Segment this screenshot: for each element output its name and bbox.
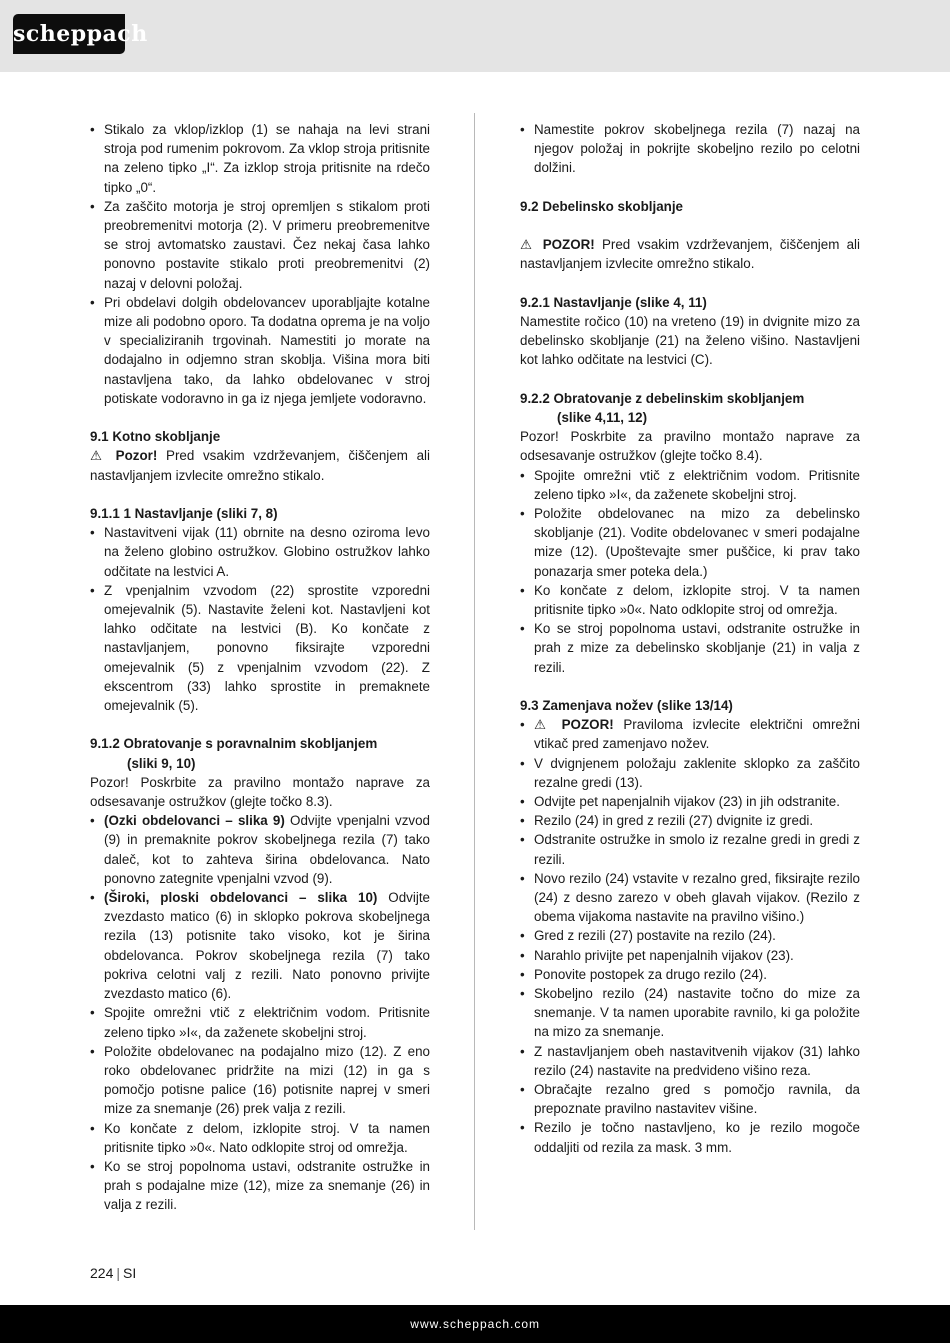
list-item: • Z vpenjalnim vzvodom (22) sprostite vzporedni omejevalnik (5). Nastavite želeni kot. Nastavljeni kot lahko odčitate na lestvici (B). Ko končate z nastavljanjem, ponovno fiksirajte vzporedni omejevalnik (5) z vpenjalnim vzvodom (22). Z ekscentrom (33) lahko sprostite in premaknete omejevalnik (5). [90, 581, 430, 715]
section-heading-9-2-2-figures: (slike 4,11, 12) [557, 409, 648, 425]
list-item: • Ko končate z delom, izklopite stroj. V ta namen pritisnite tipko »0«. Nato odklopite stroj od omrežja. [520, 581, 860, 619]
list-item: • Položite obdelovanec na mizo za debelinsko skobljanje (21). Vodite obdelovanec v smeri podajalne mize (12). (Upoštevajte smer puščice, ki prav tako ponazarja smer poteka dela.) [520, 504, 860, 581]
page-number-area [90, 1265, 136, 1281]
section-heading-9-3: 9.3 Zamenjava nožev (slike 13/14) [520, 698, 733, 714]
list-item: • (Široki, ploski obdelovanci – slika 10) Odvijte zvezdasto matico (6) in sklopko pokrova skobeljnega rezila (13) potisnite tako visoko, kot je širina obdelovanca. Pokrov skobeljnega rezila (7) tako pokriva celotni valj z rezili. Nato ponovno privijte zvezdasto matico (6). [90, 888, 430, 1003]
column-divider [474, 113, 475, 1230]
warning-text: Pred vsakim vzdrževanjem, čiščenjem ali nastavljanjem izvlecite omrežno stikalo. [90, 448, 430, 483]
section-heading-9-1: 9.1 Kotno skobljanje [90, 429, 221, 445]
warning-label: POZOR! [542, 237, 595, 253]
setup-list [90, 523, 430, 715]
page-separator: | [116, 1265, 120, 1281]
warning-icon: ⚠ [534, 717, 552, 733]
top-list [520, 120, 860, 178]
warning-note [520, 235, 860, 273]
right-column [520, 120, 860, 1157]
language-code: SI [123, 1265, 137, 1281]
list-item: • Ko končate z delom, izklopite stroj. V ta namen pritisnite tipko »0«. Nato odklopite stroj od omrežja. [90, 1119, 430, 1157]
list-item: • Pri obdelavi dolgih obdelovancev uporabljajte kotalne mize ali podobno oporo. Ta dodatna oprema je na voljo v specializiranih trgovinah. Namestiti jo morate na dodajalno in odjemno stran skoblja. Višina mora biti nastavljena tako, da lahko obdelovanec v stroj potiskate vodoravno in ga iz njega jemljete vodoravno. [90, 293, 430, 408]
list-item: • Namestite pokrov skobeljnega rezila (7) nazaj na njegov položaj in pokrijte skobeljno rezilo po celotni dolžini. [520, 120, 860, 178]
warning-note [90, 446, 430, 484]
list-item: • Spojite omrežni vtič z električnim vodom. Pritisnite zeleno tipko »I«, da zaženete skobeljni stroj. [520, 466, 860, 504]
list-item: • Odstranite ostružke in smolo iz rezalne gredi in gredi z rezili. [520, 830, 860, 868]
list-item: • Položite obdelovanec na podajalno mizo (12). Z eno roko obdelovanec pridržite na mizi (12) in ga s pomočjo potisne palice (16) potisnite naprej v smeri mize za snemanje (26) prek valja z rezili. [90, 1042, 430, 1119]
knife-change-list [520, 715, 860, 1157]
list-item: • Stikalo za vklop/izklop (1) se nahaja na levi strani stroja pod rumenim pokrovom. Za vklop stroja pritisnite na zeleno tipko „I“. Za izklop stroja pritisnite na rdečo tipko „0“. [90, 120, 430, 197]
list-item: • Z nastavljanjem obeh nastavitvenih vijakov (31) lahko rezilo (24) nastavite na predvideno višino reza. [520, 1042, 860, 1080]
footer-band [0, 1305, 950, 1343]
list-item [520, 715, 860, 753]
list-item: • V dvignjenem položaju zaklenite sklopko za zaščito rezalne gredi (13). [520, 754, 860, 792]
section-heading-9-2-2: 9.2.2 Obratovanje z debelinskim skobljanjem [520, 390, 805, 406]
warning-label: Pozor! [115, 448, 158, 464]
operation-list [90, 811, 430, 1214]
list-item: • Novo rezilo (24) vstavite v rezalno gred, fiksirajte rezilo (24) z desno zarezo v obeh glavah vijakov. (Rezilo z obema vijakoma nastavite na pravilno višino.) [520, 869, 860, 927]
header-band [0, 0, 950, 72]
section-heading-9-1-1: 9.1.1 1 Nastavljanje (sliki 7, 8) [90, 506, 278, 522]
warning-label: POZOR! [561, 717, 614, 733]
warning-icon: ⚠ [520, 237, 536, 253]
scheppach-logo: scheppach [13, 14, 125, 54]
intro-list [90, 120, 430, 408]
list-item: • Skobeljno rezilo (24) nastavite točno do mize za snemanje. V ta namen uporabite ravnilo, ki ga položite na mizo za snemanje. [520, 984, 860, 1042]
list-item: • Ponovite postopek za drugo rezilo (24). [520, 965, 860, 984]
thickness-list [520, 466, 860, 677]
list-item: • Ko se stroj popolnoma ustavi, odstranite ostružke in prah z mize za debelinsko skobljanje (21) in valja z rezili. [520, 619, 860, 677]
section-heading-9-1-2: 9.1.2 Obratovanje s poravnalnim skobljanjem [90, 736, 378, 752]
list-item: • Obračajte rezalno gred s pomočjo ravnila, da prepoznate pravilno nastavitev višine. [520, 1080, 860, 1118]
list-item: • Rezilo (24) in gred z rezili (27) dvignite iz gredi. [520, 811, 860, 830]
intro-paragraph: Pozor! Poskrbite za pravilno montažo naprave za odsesavanje ostružkov (glejte točko 8.3). [90, 774, 430, 810]
page-number: 224 [90, 1265, 114, 1281]
list-item: • Gred z rezili (27) postavite na rezilo (24). [520, 926, 860, 945]
list-item: • Nastavitveni vijak (11) obrnite na desno oziroma levo na želeno globino ostružkov. Globino ostružkov lahko odčitate na lestvici A. [90, 523, 430, 581]
warning-text: Pred vsakim vzdrževanjem, čiščenjem ali nastavljanjem izvlecite omrežno stikalo. [520, 237, 860, 272]
list-item: • Za zaščito motorja je stroj opremljen s stikalom proti preobremenitvi motorja (2). V primeru preobremenitve se stroj avtomatsko zaustavi. Čez nekaj časa lahko ponovno postavite stikalo proti preobremenitvi (2) nazaj v delovni položaj. [90, 197, 430, 293]
section-heading-9-2-1: 9.2.1 Nastavljanje (slike 4, 11) [520, 294, 707, 310]
left-column [90, 120, 430, 1215]
website-url: www.scheppach.com [410, 1317, 540, 1331]
warning-text: Praviloma izvlecite električni omrežni vtikač pred zamenjavo nožev. [534, 717, 860, 752]
list-item: • Ko se stroj popolnoma ustavi, odstranite ostružke in prah s podajalne mize (12), mize za snemanje (26) in valja z rezili. [90, 1157, 430, 1215]
list-item: • Spojite omrežni vtič z električnim vodom. Pritisnite zeleno tipko »I«, da zaženete skobeljni stroj. [90, 1003, 430, 1041]
section-heading-9-1-2-figures: (sliki 9, 10) [127, 755, 196, 771]
list-item: • Odvijte pet napenjalnih vijakov (23) in jih odstranite. [520, 792, 860, 811]
warning-icon: ⚠ [90, 448, 107, 464]
list-item: • Narahlo privijte pet napenjalnih vijakov (23). [520, 946, 860, 965]
setup-paragraph: Namestite ročico (10) na vreteno (19) in dvignite mizo za debelinsko skobljanje (21) na želeno višino. Nastavljeni kot lahko odčitate na lestvici (C). [520, 313, 860, 368]
section-heading-9-2: 9.2 Debelinsko skobljanje [520, 198, 683, 214]
list-item: • Rezilo je točno nastavljeno, ko je rezilo mogoče oddaljiti od rezila za mask. 3 mm. [520, 1118, 860, 1156]
intro-paragraph: Pozor! Poskrbite za pravilno montažo naprave za odsesavanje ostružkov (glejte točko 8.4). [520, 429, 860, 464]
list-item: • (Ozki obdelovanci – slika 9) Odvijte vpenjalni vzvod (9) in premaknite pokrov skobeljnega rezila (7) tako daleč, kot to zahteva širina obdelovanca. Nato ponovno zategnite vpenjalni vzvod (9). [90, 811, 430, 888]
